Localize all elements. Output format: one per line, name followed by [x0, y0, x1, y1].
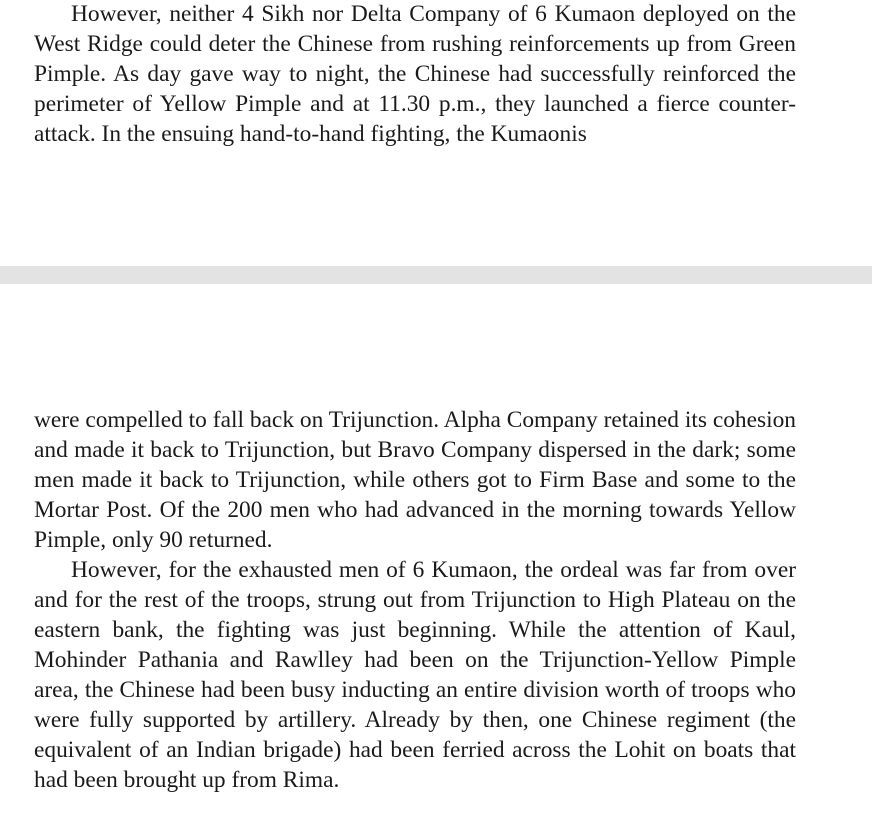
paragraph-ordeal-far-from-over: However, for the exhausted men of 6 Kumaon, the ordeal was far from over and for the rest of the troops, strung out from Trijunction to High Plateau on the eastern bank, the fighting was just beginning. While the attention of Kaul, Mohinder Pathania and Rawlley had been on the Trijunction-Yellow Pimple area, the Chinese had been busy inducting an entire division worth of troops who were fully supported by artillery. Already by then, one Chinese regiment (the equivalent of an Indian brigade) had been ferried across the Lohit on boats that had been brought up from Rima. — [34, 557, 796, 793]
document-page-top — [0, 0, 872, 266]
document-page-bottom — [0, 284, 872, 827]
paragraph-fall-back-trijunction: were compelled to fall back on Trijunction. Alpha Company retained its cohesion and made it back to Trijunction, but Bravo Company dispersed in the dark; some men made it back to Trijunction, while others got to Firm Base and some to the Mortar Post. Of the 200 men who had advanced in the morning towards Yellow Pimple, only 90 returned. — [34, 407, 796, 553]
page-top-text — [34, 0, 796, 149]
page-separator — [0, 266, 872, 284]
paragraph-yellow-pimple-counterattack: However, neither 4 Sikh nor Delta Company of 6 Kumaon deployed on the West Ridge could deter the Chinese from rushing reinforcements up from Green Pimple. As day gave way to night, the Chinese had successfully reinforced the perimeter of Yellow Pimple and at 11.30 p.m., they launched a fierce counter-attack. In the ensuing hand-to-hand fighting, the Kumaonis — [34, 1, 796, 147]
page-bottom-text — [34, 405, 796, 795]
